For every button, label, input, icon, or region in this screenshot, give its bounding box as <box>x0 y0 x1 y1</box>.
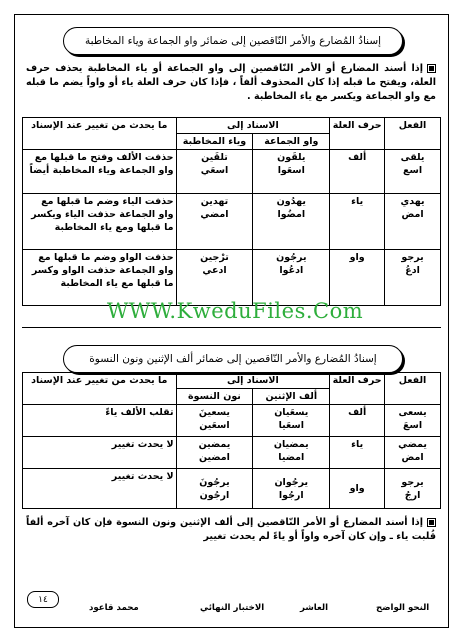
page-number: ١٤ <box>27 591 59 608</box>
cell-ya <box>176 250 253 306</box>
alif-present: يرجُوان <box>274 476 309 488</box>
header-verb: الفعل <box>385 118 441 150</box>
section1-rule <box>26 62 436 104</box>
cell-verb <box>385 469 441 509</box>
alif-imperative: ارجُوا <box>278 489 304 501</box>
footer-grade: العاشر <box>300 603 329 613</box>
ya-present: تلقَين <box>201 152 228 163</box>
watermark: WWW.KweduFiles.Com <box>106 299 364 323</box>
alif-present: يسعَيان <box>274 407 309 418</box>
verb-imperative: ارجُ <box>404 489 421 501</box>
cell-change: حذفت الياء وضم ما قبلها مع واو الجماعة حذفت الياء ويكسر ما قبلها ومع ياء المخاطبة <box>23 194 177 250</box>
cell-change: لا يحدث تغيير <box>23 437 177 469</box>
table-row <box>23 150 441 194</box>
footer-exam: الاختبار النهائي <box>200 603 265 613</box>
section2-title: إسنادُ المُضارع والأمر النّاقصين إلى ضمائر ألف الإثنين ونون النسوة <box>63 345 403 373</box>
cell-nun <box>176 437 253 469</box>
cell-change: لا يحدث تغيير <box>23 469 177 509</box>
cell-waw <box>253 250 330 306</box>
section1-rule-text: إذا أسند المضارع أو الأمر النّاقصين إلى واو الجماعة أو ياء المخاطبة يحذف حرف العلة، ويفتح ما قبله إذا كان المحذوف ألفاً ، فإذا كان حرف العلة ياء أو واواً يضم ما قبله مع واو الجماعة ويكسر مع ياء المخاطبة . <box>26 63 436 102</box>
alif-imperative: امضيا <box>278 452 305 463</box>
cell-verb <box>385 437 441 469</box>
table-row <box>23 250 441 306</box>
table-row <box>23 405 441 437</box>
checkbox-bullet-icon <box>427 64 436 73</box>
section1-table <box>22 117 441 306</box>
cell-illa: ياء <box>330 194 385 250</box>
nun-present: يرجُونَ <box>199 476 230 488</box>
section2-table <box>22 372 441 509</box>
verb-present: يهدي <box>400 196 425 207</box>
nun-present: يسعينَ <box>198 407 230 418</box>
verb-imperative: اسع <box>403 165 423 176</box>
cell-verb <box>385 194 441 250</box>
header-alif: ألف الإثنين <box>253 389 330 405</box>
checkbox-bullet-icon <box>427 518 436 527</box>
cell-ya <box>176 194 253 250</box>
cell-nun <box>176 405 253 437</box>
footer-subject: النحو الواضح <box>376 603 430 613</box>
footer-author: محمد قاعود <box>89 603 139 613</box>
cell-waw <box>253 150 330 194</box>
cell-verb <box>385 250 441 306</box>
header-isnad: الاسناد إلى <box>176 118 330 134</box>
ya-imperative: اسعَي <box>200 165 229 176</box>
verb-imperative: اسعَ <box>403 420 423 431</box>
cell-waw <box>253 194 330 250</box>
waw-present: يلقَون <box>277 152 306 163</box>
waw-present: يهدُون <box>276 196 306 207</box>
ya-imperative: ادعي <box>202 265 227 276</box>
header-nun: نون النسوة <box>176 389 253 405</box>
waw-present: يرجُون <box>276 252 307 263</box>
verb-imperative: امض <box>401 452 424 463</box>
nun-imperative: ارجُون <box>199 489 230 501</box>
section-divider <box>22 327 441 328</box>
header-change: ما يحدث من تغيير عند الإسناد <box>23 373 177 405</box>
table-header-row <box>23 373 441 389</box>
waw-imperative: اسعَوا <box>277 165 305 176</box>
cell-ya <box>176 150 253 194</box>
cell-illa: واو <box>330 469 385 509</box>
cell-alif <box>253 469 330 509</box>
cell-illa: ألف <box>330 150 385 194</box>
nun-present: يمضين <box>198 439 231 450</box>
section1-title: إسنادُ المُضارع والأمر النّاقصين إلى ضمائر واو الجماعة وياء المخاطبة <box>63 27 403 55</box>
cell-alif <box>253 405 330 437</box>
header-waw: واو الجماعة <box>253 134 330 150</box>
header-isnad: الاسناد إلى <box>176 373 330 389</box>
header-illa: حرف العلة <box>330 373 385 405</box>
cell-alif <box>253 437 330 469</box>
waw-imperative: امضُوا <box>277 209 306 220</box>
ya-present: تهدين <box>200 196 229 207</box>
table-row <box>23 469 441 509</box>
verb-imperative: ادعُ <box>405 265 420 276</box>
section2-rule <box>26 516 436 544</box>
nun-imperative: امضين <box>198 452 230 463</box>
verb-imperative: امض <box>401 209 424 220</box>
cell-change: حذفت الألف وفتح ما قبلها مع واو الجماعة وياء المخاطبة أيضاً <box>23 150 177 194</box>
alif-imperative: اسعَيا <box>278 420 304 431</box>
cell-verb <box>385 405 441 437</box>
waw-imperative: ادعُوا <box>279 265 304 276</box>
verb-present: يسعى <box>398 407 427 418</box>
table-row <box>23 194 441 250</box>
cell-illa: ياء <box>330 437 385 469</box>
cell-verb <box>385 150 441 194</box>
table-header-row <box>23 118 441 134</box>
cell-change: تقلب الألف ياءً <box>23 405 177 437</box>
header-verb: الفعل <box>385 373 441 405</box>
nun-imperative: اسعَين <box>199 420 230 431</box>
cell-change: حذفت الواو وضم ما قبلها مع واو الجماعة حذفت الواو وكسر ما قبلها مع ياء المخاطبة <box>23 250 177 306</box>
header-ya: وياء المخاطبة <box>176 134 253 150</box>
ya-present: ترْجين <box>200 252 229 263</box>
alif-present: يمضيان <box>273 439 309 450</box>
cell-illa: واو <box>330 250 385 306</box>
cell-nun <box>176 469 253 509</box>
table-row <box>23 437 441 469</box>
section2-rule-text: إذا أسند المضارع أو الأمر النّاقصين إلى ألف الإثنين ونون النسوة فإن كان آخره ألفاً قُلبت ياء ـ وإن كان آخره واواً أو ياءً لم يحدث تغيير <box>26 517 436 542</box>
verb-present: يلقى <box>400 152 425 163</box>
verb-present: يمضي <box>398 439 427 450</box>
verb-present: يرجو <box>401 252 424 263</box>
ya-imperative: امضي <box>200 209 229 220</box>
verb-present: يرجو <box>401 476 424 488</box>
header-change: ما يحدث من تغيير عند الإسناد <box>23 118 177 150</box>
header-illa: حرف العلة <box>330 118 385 150</box>
cell-illa: ألف <box>330 405 385 437</box>
